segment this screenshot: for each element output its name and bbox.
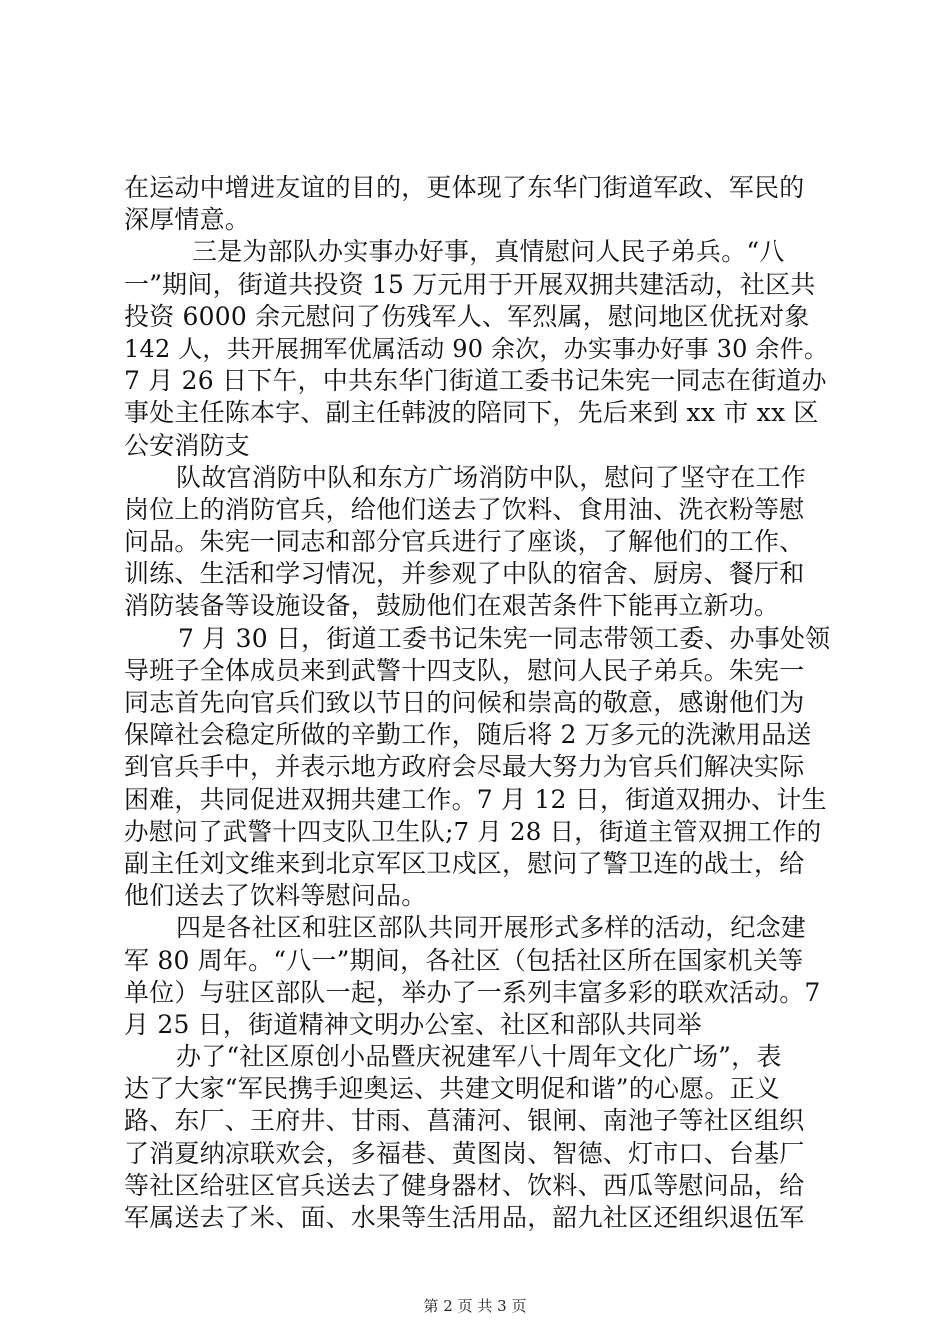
text-line: 投资 6000 余元慰问了伤残军人、军烈属，慰问地区优抚对象 — [124, 301, 810, 331]
document-body — [124, 172, 834, 1234]
page-footer: 第 2 页 共 3 页 — [423, 1297, 527, 1315]
text-line: 四是各社区和驻区部队共同开展形式多样的活动，纪念建 — [176, 913, 807, 943]
text-line: 在运动中增进友谊的目的，更体现了东华门街道军政、军民的 — [124, 173, 805, 202]
text-line: 三是为部队办实事办好事，真情慰问人民子弟兵。“八 — [192, 237, 785, 267]
text-line: 事处主任陈本宇、副主任韩波的陪同下，先后来到 xx 市 xx 区 — [124, 398, 819, 428]
text-line: 同志首先向官兵们致以节日的问候和崇高的敬意，感谢他们为 — [124, 688, 805, 717]
text-line: 他们送去了饮料等慰问品。 — [124, 881, 427, 911]
text-line: 142 人，共开展拥军优属活动 90 余次，办实事办好事 30 余件。 — [124, 334, 829, 363]
text-line: 消防装备等设施设备，鼓励他们在艰苦条件下能再立新功。 — [124, 591, 780, 621]
text-line: 军 80 周年。“八一”期间，各社区（包括社区所在国家机关等 — [124, 945, 804, 975]
text-line: 深厚情意。 — [124, 205, 251, 235]
text-line: 到官兵手中，并表示地方政府会尽最大努力为官兵们解决实际 — [124, 752, 805, 782]
text-line: 月 25 日，街道精神文明办公室、社区和部队共同举 — [124, 1009, 702, 1039]
text-line: 路、东厂、王府井、甘雨、菖蒲河、银闸、南池子等社区组织 — [124, 1106, 805, 1136]
text-line: 单位）与驻区部队一起，举办了一系列丰富多彩的联欢活动。7 — [124, 977, 821, 1007]
text-line: 一”期间，街道共投资 15 万元用于开展双拥共建活动，社区共 — [124, 269, 816, 299]
text-line: 办了“社区原创小品暨庆祝建军八十周年文化广场”，表 — [176, 1042, 782, 1072]
text-line: 7 月 30 日，街道工委书记朱宪一同志带领工委、办事处领 — [178, 623, 831, 653]
text-line: 困难，共同促进双拥共建工作。7 月 12 日，街道双拥办、计生 — [124, 784, 827, 814]
text-line: 7 月 26 日下午，中共东华门街道工委书记朱宪一同志在街道办 — [124, 366, 827, 396]
text-line: 公安消防支 — [124, 430, 251, 460]
text-line: 队故宫消防中队和东方广场消防中队，慰问了坚守在工作 — [176, 462, 807, 492]
text-line: 保障社会稳定所做的辛勤工作，随后将 2 万多元的洗漱用品送 — [124, 720, 812, 750]
text-line: 岗位上的消防官兵，给他们送去了饮料、食用油、洗衣粉等慰 — [124, 494, 805, 524]
text-line: 导班子全体成员来到武警十四支队，慰问人民子弟兵。朱宪一 — [124, 655, 805, 685]
text-line: 达了大家“军民携手迎奥运、共建文明促和谐”的心愿。正义 — [124, 1074, 780, 1104]
text-line: 办慰问了武警十四支队卫生队;7 月 28 日，街道主管双拥工作的 — [124, 816, 822, 846]
text-line: 训练、生活和学习情况，并参观了中队的宿舍、厨房、餐厅和 — [124, 559, 805, 589]
text-line: 问品。朱宪一同志和部分官兵进行了座谈，了解他们的工作、 — [124, 527, 805, 557]
text-line: 等社区给驻区官兵送去了健身器材、饮料、西瓜等慰问品，给 — [124, 1170, 805, 1200]
text-line: 军属送去了米、面、水果等生活用品，韶九社区还组织退伍军 — [124, 1203, 805, 1232]
text-line: 副主任刘文维来到北京军区卫戍区，慰问了警卫连的战士，给 — [124, 848, 805, 878]
text-line: 了消夏纳凉联欢会，多福巷、黄图岗、智德、灯市口、台基厂 — [124, 1138, 805, 1168]
